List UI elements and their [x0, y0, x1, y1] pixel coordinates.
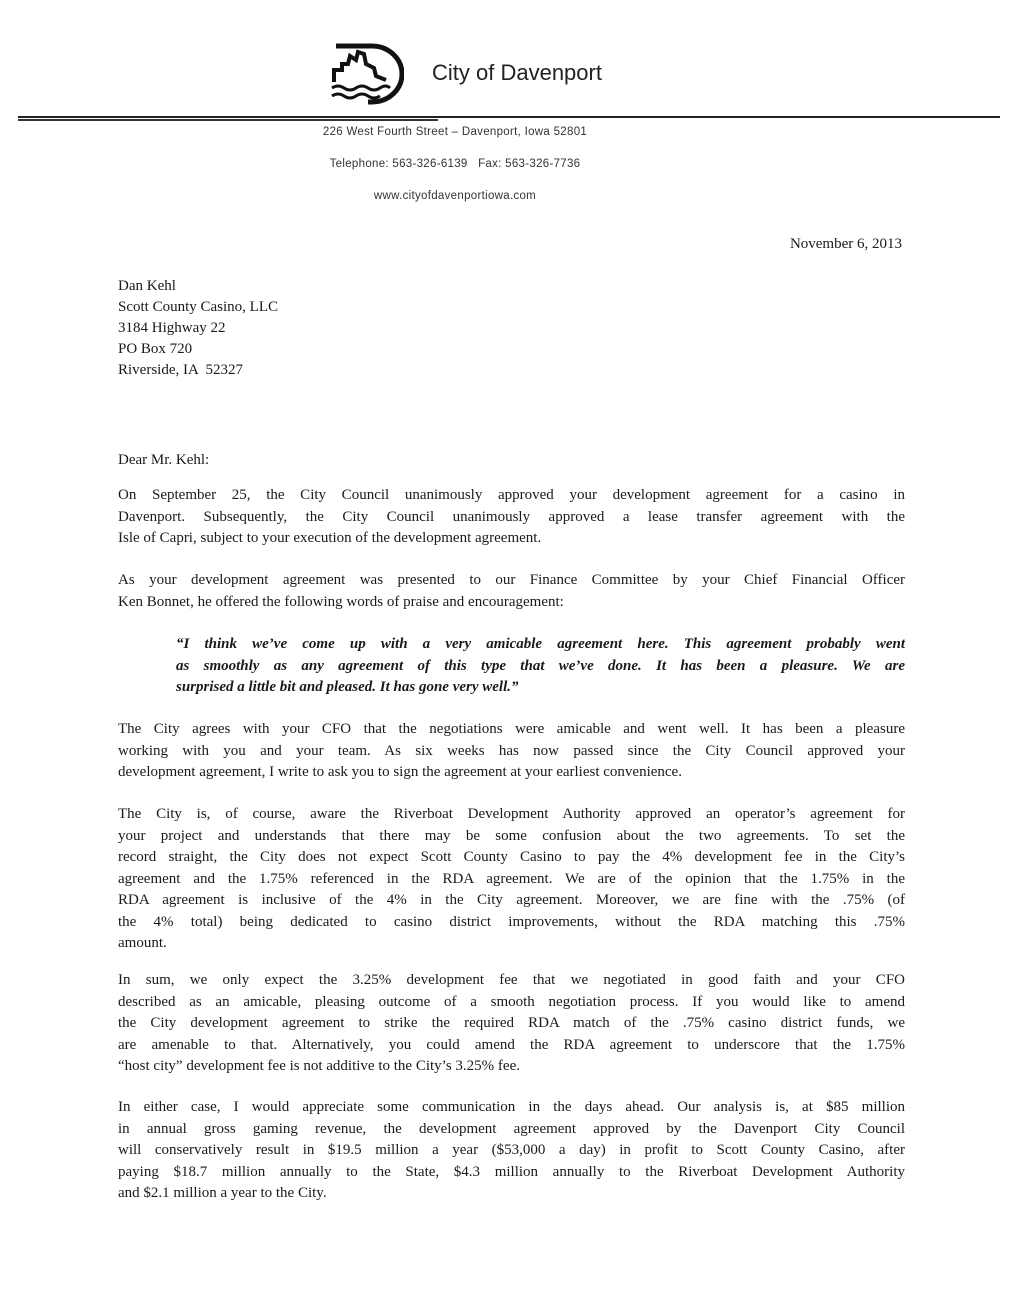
- letterhead-phone-fax: Telephone: 563-326-6139 Fax: 563-326-7736: [329, 158, 581, 170]
- paragraph-line: your project and understands that there may be some confusion about the two agreements. To set the: [118, 827, 905, 844]
- paragraph-line: amount.: [118, 935, 167, 951]
- paragraph-line: the City development agreement to strike the required RDA match of the .75% casino district funds, we: [118, 1015, 905, 1031]
- organization-name: City of Davenport: [432, 60, 602, 85]
- recipient-name: Dan Kehl: [118, 278, 176, 294]
- paragraph-line: record straight, the City does not expect Scott County Casino to pay the 4% development fee in the City’s: [118, 849, 905, 865]
- letterhead-website: www.cityofdavenportiowa.com: [373, 190, 537, 202]
- body-paragraph: [118, 570, 905, 613]
- paragraph-line: are amenable to that. Alternatively, you could amend the RDA agreement to underscore that the 1.75%: [118, 1036, 905, 1053]
- paragraph-line: Isle of Capri, subject to your execution of the development agreement.: [118, 530, 542, 546]
- body-paragraph: [118, 970, 905, 1078]
- paragraph-line: “host city” development fee is not additive to the City’s 3.25% fee.: [118, 1058, 520, 1074]
- letterhead-address: 226 West Fourth Street – Davenport, Iowa 52801: [322, 126, 588, 138]
- paragraph-line: On September 25, the City Council unanimously approved your development agreement for a casino in: [118, 487, 905, 503]
- paragraph-line: The City is, of course, aware the Riverboat Development Authority approved an operator’s agreement for: [118, 806, 905, 822]
- paragraph-line: Davenport. Subsequently, the City Council unanimously approved a lease transfer agreement with the: [118, 508, 905, 525]
- body-paragraph: [118, 804, 905, 955]
- header-divider-accent: [18, 119, 438, 121]
- paragraph-line: The City agrees with your CFO that the negotiations were amicable and went well. It has been a pleasure: [118, 721, 905, 737]
- city-logo-icon: [328, 42, 404, 106]
- recipient-street: 3184 Highway 22: [118, 320, 226, 336]
- body-paragraph: [118, 719, 905, 784]
- paragraph-line: as smoothly as any agreement of this type that we’ve done. It has been a pleasure. We are: [176, 657, 905, 674]
- body-paragraph: [118, 1097, 905, 1205]
- quoted-praise: [176, 634, 905, 699]
- paragraph-line: working with you and your team. As six weeks has now passed since the City Council approved your: [118, 742, 905, 759]
- paragraph-line: Ken Bonnet, he offered the following words of praise and encouragement:: [118, 593, 564, 610]
- paragraph-line: “I think we’ve come up with a very amicable agreement here. This agreement probably went: [176, 636, 905, 652]
- paragraph-line: In either case, I would appreciate some communication in the days ahead. Our analysis is, at $85 million: [118, 1099, 905, 1115]
- paragraph-line: surprised a little bit and pleased. It has gone very well.”: [176, 679, 519, 695]
- paragraph-line: agreement and the 1.75% referenced in the RDA agreement. We are of the opinion that the 1.75% in the: [118, 870, 905, 887]
- paragraph-line: described as an amicable, pleasing outcome of a smooth negotiation process. If you would like to amend: [118, 993, 905, 1010]
- paragraph-line: in annual gross gaming revenue, the development agreement approved by the Davenport City Council: [118, 1120, 905, 1137]
- header-divider: [18, 116, 1000, 118]
- salutation: Dear Mr. Kehl:: [118, 452, 210, 468]
- recipient-po-box: PO Box 720: [118, 341, 193, 357]
- paragraph-line: development agreement, I write to ask you to sign the agreement at your earliest convenience.: [118, 764, 682, 780]
- letter-date: November 6, 2013: [789, 236, 902, 252]
- paragraph-line: and $2.1 million a year to the City.: [118, 1185, 327, 1201]
- recipient-company: Scott County Casino, LLC: [118, 299, 279, 315]
- paragraph-line: paying $18.7 million annually to the State, $4.3 million annually to the Riverboat Development Authority: [118, 1163, 905, 1180]
- paragraph-line: the 4% total) being dedicated to casino district improvements, without the RDA matching this .75%: [118, 913, 905, 930]
- paragraph-line: In sum, we only expect the 3.25% development fee that we negotiated in good faith and your CFO: [118, 972, 905, 988]
- paragraph-line: RDA agreement is inclusive of the 4% in the City agreement. Moreover, we are fine with the .75% (of: [118, 892, 905, 908]
- body-paragraph: [118, 485, 905, 550]
- paragraph-line: As your development agreement was presented to our Finance Committee by your Chief Financial Officer: [118, 572, 905, 588]
- paragraph-line: will conservatively result in $19.5 million a year ($53,000 a day) in profit to Scott County Casino, after: [118, 1142, 905, 1158]
- recipient-city: Riverside, IA 52327: [118, 362, 243, 378]
